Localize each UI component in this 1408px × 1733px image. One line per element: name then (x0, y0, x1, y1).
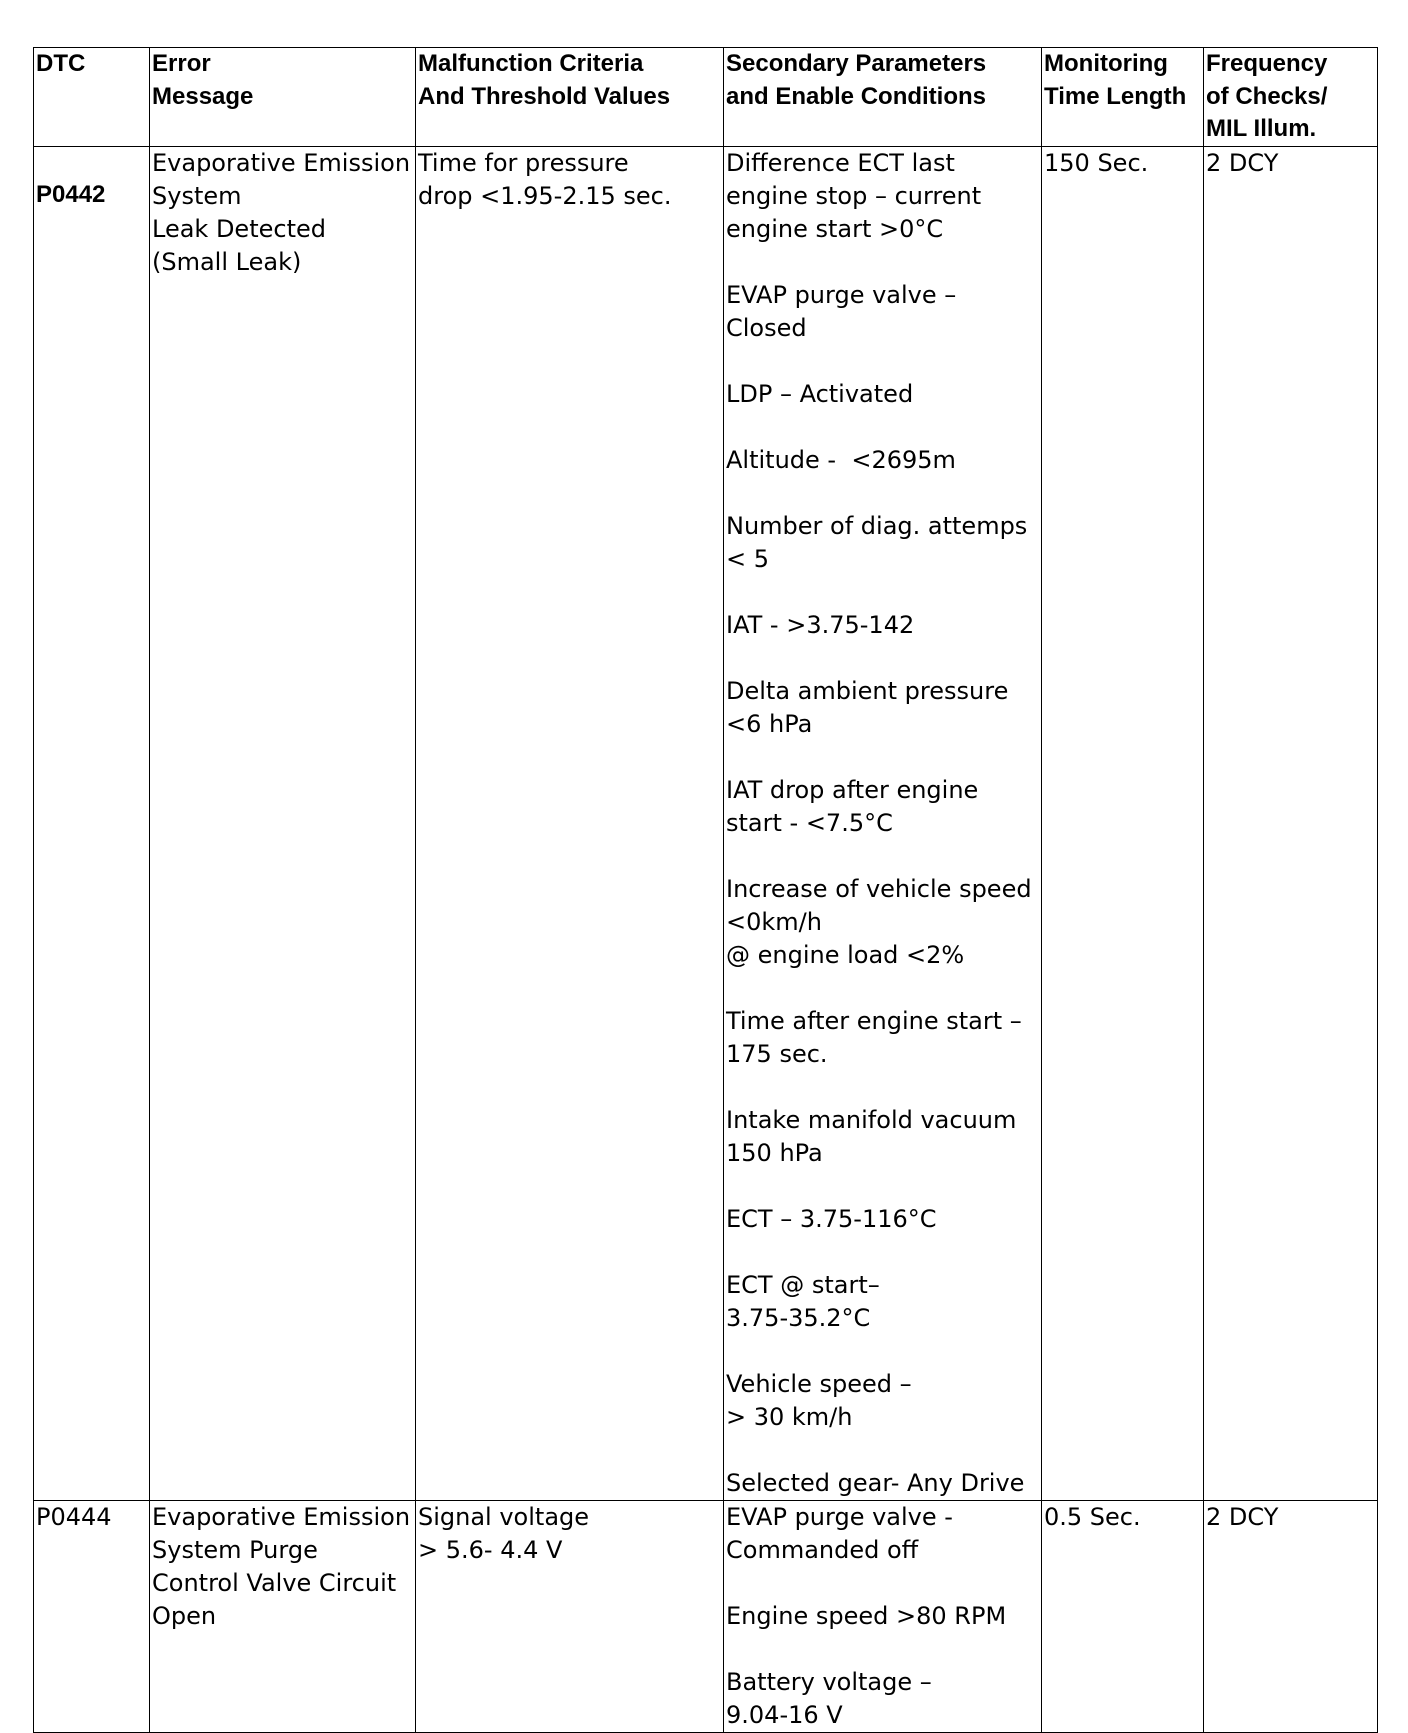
error-line: Open (152, 1601, 217, 1630)
header-secondary-line-1: Secondary Parameters (726, 50, 987, 77)
condition-line: EVAP purge valve - (726, 1502, 953, 1531)
malfunction-line: Signal voltage (418, 1502, 590, 1531)
condition-item (726, 510, 1041, 576)
condition-line: IAT - >3.75-142 (726, 610, 915, 639)
condition-line: Time after engine start – (726, 1006, 1022, 1035)
frequency-cell (1204, 1500, 1378, 1732)
header-malfunction-criteria (416, 48, 724, 147)
condition-item (726, 675, 1041, 741)
condition-line: Intake manifold vacuum (726, 1105, 1017, 1134)
malfunction-criteria-cell (416, 146, 724, 1500)
header-error-line-1: Error (152, 50, 211, 77)
frequency-value: 2 DCY (1206, 1502, 1279, 1531)
condition-line: 9.04-16 V (726, 1700, 843, 1729)
condition-line: ECT @ start– (726, 1270, 880, 1299)
frequency-cell (1204, 146, 1378, 1500)
condition-line: Altitude - <2695m (726, 445, 956, 474)
condition-line: IAT drop after engine (726, 775, 979, 804)
header-secondary-parameters (724, 48, 1042, 147)
error-line: Evaporative Emission (152, 148, 411, 177)
header-dtc-line-1: DTC (36, 50, 86, 77)
error-line: Leak Detected (152, 214, 326, 243)
condition-line: Engine speed >80 RPM (726, 1601, 1007, 1630)
condition-line: start - <7.5°C (726, 808, 893, 837)
condition-line: Battery voltage – (726, 1667, 932, 1696)
condition-line: 150 hPa (726, 1138, 823, 1167)
monitoring-time-value: 150 Sec. (1044, 148, 1149, 177)
condition-line: ECT – 3.75-116°C (726, 1204, 937, 1233)
malfunction-line: > 5.6- 4.4 V (418, 1535, 563, 1564)
condition-line: Commanded off (726, 1535, 919, 1564)
dtc-cell (34, 1500, 150, 1732)
header-monitoring-time (1042, 48, 1204, 147)
condition-line: engine start >0°C (726, 214, 944, 243)
condition-item (726, 609, 1041, 642)
condition-item (726, 873, 1041, 972)
condition-line: 175 sec. (726, 1039, 828, 1068)
header-malfunction-line-1: Malfunction Criteria (418, 50, 644, 77)
error-line: Control Valve Circuit (152, 1568, 397, 1597)
condition-item (726, 279, 1041, 345)
monitoring-time-cell (1042, 1500, 1204, 1732)
condition-line: <0km/h (726, 907, 822, 936)
condition-item (726, 444, 1041, 477)
frequency-value: 2 DCY (1206, 148, 1279, 177)
condition-line: Closed (726, 313, 807, 342)
condition-item (726, 1467, 1041, 1500)
dtc-code: P0444 (36, 1502, 112, 1531)
error-line: System (152, 181, 242, 210)
table-body (34, 146, 1378, 1732)
header-frequency-line-2: of Checks/ (1206, 82, 1328, 110)
error-message-cell (150, 146, 416, 1500)
table-row (34, 146, 1378, 1500)
condition-line: 3.75-35.2°C (726, 1303, 871, 1332)
header-secondary-line-2: and Enable Conditions (726, 82, 987, 110)
error-line: (Small Leak) (152, 247, 302, 276)
condition-item (726, 1368, 1041, 1434)
malfunction-line: drop <1.95-2.15 sec. (418, 181, 672, 210)
condition-item (726, 1501, 1041, 1567)
condition-line: Increase of vehicle speed (726, 874, 1032, 903)
condition-item (726, 1269, 1041, 1335)
header-error-line-2: Message (152, 82, 254, 110)
dtc-code: P0442 (36, 180, 106, 208)
condition-line: < 5 (726, 544, 770, 573)
error-message-cell (150, 1500, 416, 1732)
condition-line: Difference ECT last (726, 148, 955, 177)
condition-line: LDP – Activated (726, 379, 914, 408)
table-row (34, 1500, 1378, 1732)
condition-item (726, 774, 1041, 840)
header-frequency-line-1: Frequency (1206, 50, 1328, 77)
condition-item (726, 1005, 1041, 1071)
header-frequency-line-3: MIL Illum. (1206, 115, 1317, 142)
malfunction-line: Time for pressure (418, 148, 629, 177)
condition-line: > 30 km/h (726, 1402, 853, 1431)
obd-dtc-table (33, 47, 1378, 1733)
error-line: System Purge (152, 1535, 318, 1564)
condition-line: Delta ambient pressure (726, 676, 1009, 705)
header-frequency (1204, 48, 1378, 147)
condition-item (726, 1203, 1041, 1236)
condition-line: Vehicle speed – (726, 1369, 912, 1398)
condition-item (726, 378, 1041, 411)
monitoring-time-cell (1042, 146, 1204, 1500)
obd-dtc-table-container (33, 47, 1377, 1733)
condition-line: Number of diag. attemps (726, 511, 1028, 540)
secondary-parameters-cell (724, 1500, 1042, 1732)
monitoring-time-value: 0.5 Sec. (1044, 1502, 1141, 1531)
condition-item (726, 147, 1041, 246)
header-error-message (150, 48, 416, 147)
table-header (34, 48, 1378, 147)
secondary-parameters-cell (724, 146, 1042, 1500)
condition-line: engine stop – current (726, 181, 982, 210)
condition-line: @ engine load <2% (726, 940, 965, 969)
header-monitoring-line-1: Monitoring (1044, 50, 1168, 77)
condition-item (726, 1666, 1041, 1732)
condition-item (726, 1104, 1041, 1170)
header-malfunction-line-2: And Threshold Values (418, 82, 671, 110)
header-row (34, 48, 1378, 147)
condition-line: Selected gear- Any Drive (726, 1468, 1025, 1497)
dtc-cell (34, 146, 150, 1500)
error-line: Evaporative Emission (152, 1502, 411, 1531)
condition-line: EVAP purge valve – (726, 280, 957, 309)
condition-line: <6 hPa (726, 709, 813, 738)
header-monitoring-line-2: Time Length (1044, 82, 1187, 110)
malfunction-criteria-cell (416, 1500, 724, 1732)
condition-item (726, 1600, 1041, 1633)
header-dtc (34, 48, 150, 147)
